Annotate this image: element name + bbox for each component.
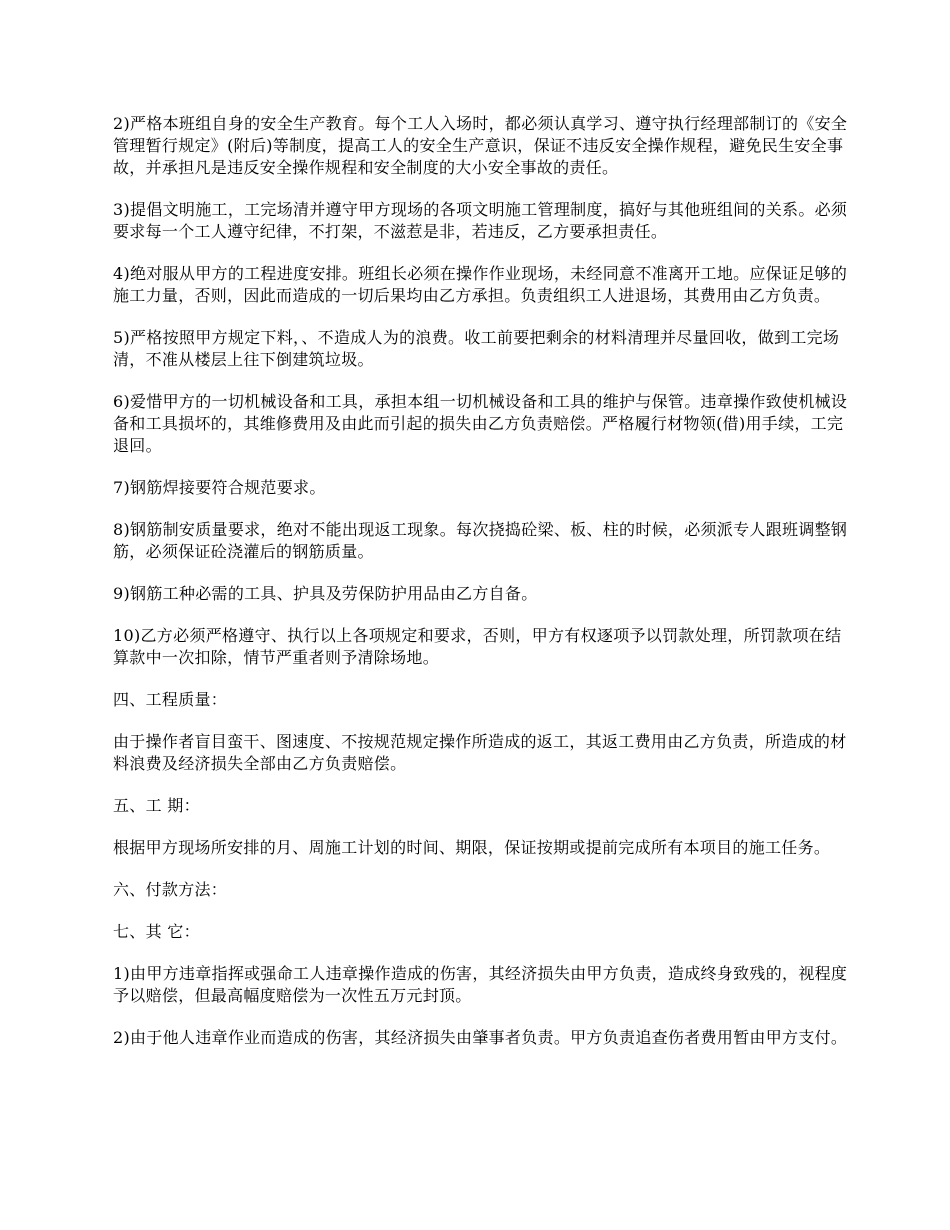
quality-text: 由于操作者盲目蛮干、图速度、不按规范规定操作所造成的返工，其返工费用由乙方负责，所造成的材料浪费及经济损失全部由乙方负责赔偿。 [113,732,847,773]
clause-10-penalties: 10)乙方必须严格遵守、执行以上各项规定和要求，否则，甲方有权逐项予以罚款处理，所罚款项在结算款中一次扣除，情节严重者则予清除场地。 [113,626,842,667]
clause-8-rebar-quality: 8)钢筋制安质量要求，绝对不能出现返工现象。每次挠捣砼梁、板、柱的时候，必须派专人跟班调整钢筋，必须保证砼浇灌后的钢筋质量。 [113,520,848,561]
section-heading-quality: 四、工程质量： [113,690,228,709]
clause-2-safety-education: 2)严格本班组自身的安全生产教育。每个工人入场时，都必须认真学习、遵守执行经理部制订的《安全管理暂行规定》(附后)等制度，提高工人的安全生产意识，保证不违反安全操作规程，避免民生安全事故，并承担凡是违反安全操作规程和安全制度的大小安全事故的责任。 [113,114,848,177]
schedule-text: 根据甲方现场所安排的月、周施工计划的时间、期限，保证按期或提前完成所有本项目的施工任务。 [113,838,831,857]
other-clause-2: 2)由于他人违章作业而造成的伤害，其经济损失由肇事者负责。甲方负责追查伤者费用暂由甲方支付。 [113,1028,848,1047]
clause-3-civilized-construction: 3)提倡文明施工，工完场清并遵守甲方现场的各项文明施工管理制度，搞好与其他班组间的关系。必须要求每一个工人遵守纪律，不打架，不滋惹是非，若违反，乙方要承担责任。 [113,200,848,241]
clause-7-welding: 7)钢筋焊接要符合规范要求。 [113,478,326,497]
clause-9-tools: 9)钢筋工种必需的工具、护具及劳保防护用品由乙方自备。 [113,584,538,603]
clause-5-material-usage: 5)严格按照甲方规定下料，、不造成人为的浪费。收工前要把剩余的材料清理并尽量回收，做到工完场清，不准从楼层上往下倒建筑垃圾。 [113,328,840,369]
section-heading-schedule: 五、工 期： [113,796,200,815]
document-body [113,113,853,1069]
section-heading-other: 七、其 它： [113,922,200,941]
other-clause-1: 1)由甲方违章指挥或强命工人违章操作造成的伤害，其经济损失由甲方负责，造成终身致残的，视程度予以赔偿，但最高幅度赔偿为一次性五万元封顶。 [113,964,848,1005]
section-heading-payment: 六、付款方法： [113,880,228,899]
clause-6-equipment-care: 6)爱惜甲方的一切机械设备和工具，承担本组一切机械设备和工具的维护与保管。违章操作致使机械设备和工具损坏的，其维修费用及由此而引起的损失由乙方负责赔偿。严格履行材物领(借)用手续，工完退回。 [113,392,848,455]
clause-4-schedule-compliance: 4)绝对服从甲方的工程进度安排。班组长必须在操作作业现场，未经同意不准离开工地。应保证足够的施工力量，否则，因此而造成的一切后果均由乙方承担。负责组织工人进退场，其费用由乙方负责。 [113,264,848,305]
